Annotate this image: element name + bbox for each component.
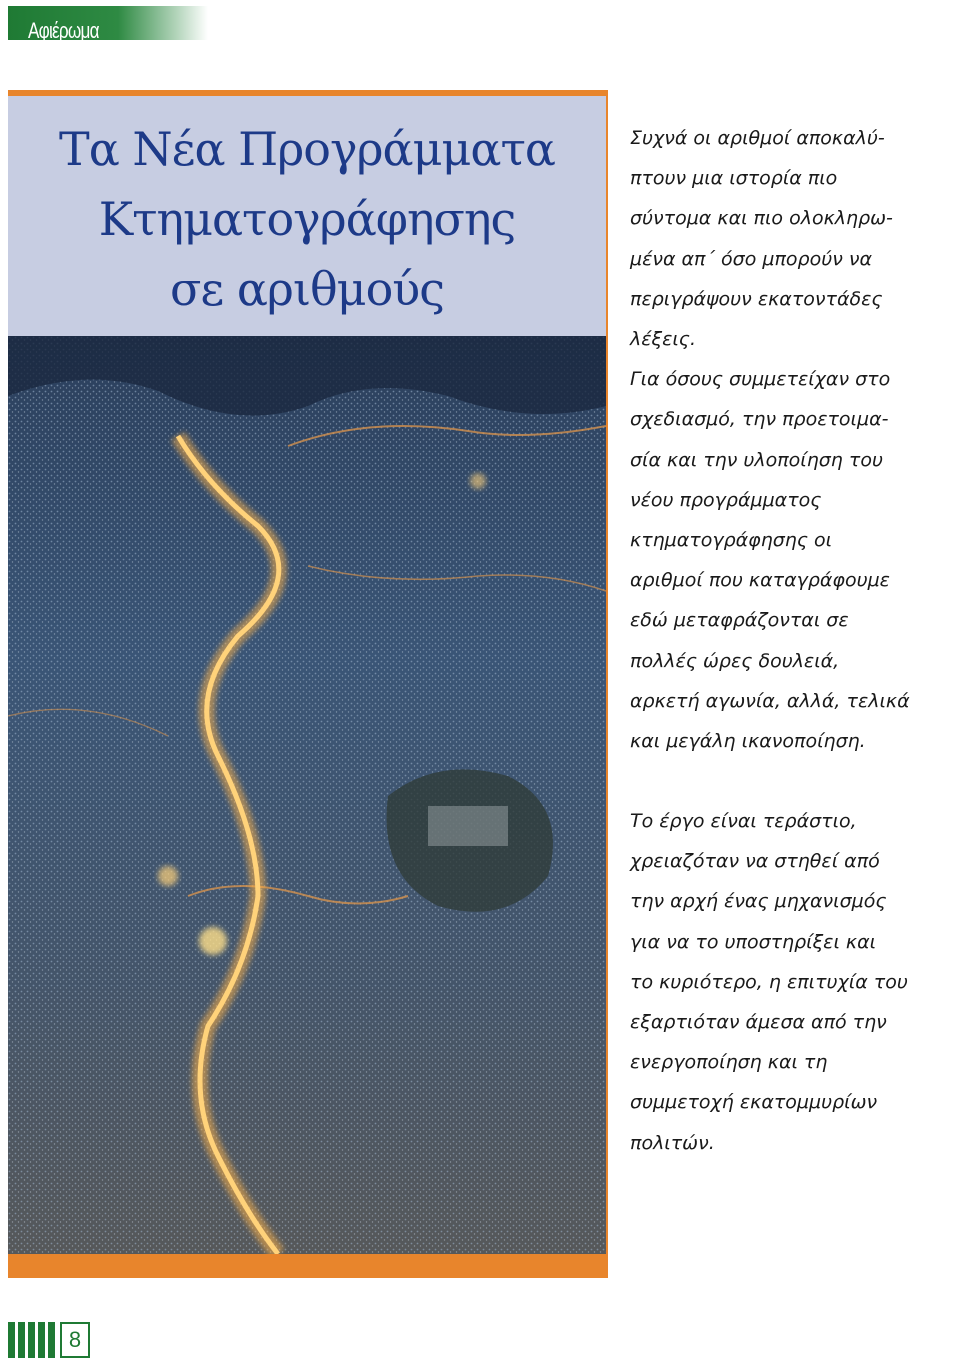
text-line: περιγράψουν εκατοντάδες	[630, 287, 883, 310]
footer-bar	[48, 1322, 55, 1358]
page-number: 8	[60, 1322, 90, 1358]
aerial-night-city-photo	[8, 336, 606, 1254]
text-line: την αρχή ένας μηχανισμός	[630, 890, 887, 913]
panel-inner	[8, 96, 606, 1254]
text-line: συμμετοχή εκατομμυρίων	[630, 1091, 878, 1114]
title-box	[8, 96, 606, 336]
text-line: πολλές ώρες δουλειά,	[630, 649, 840, 672]
text-line: εξαρτιόταν άμεσα από την	[630, 1011, 887, 1034]
text-line: ενεργοποίηση και τη	[630, 1051, 828, 1074]
text-line: πτουν μια ιστορία πιο	[630, 167, 838, 190]
text-line: σχεδιασμό, την προετοιμα-	[630, 408, 889, 431]
page-footer	[8, 1322, 90, 1358]
text-line: πολιτών.	[630, 1131, 715, 1154]
text-line: το κυριότερο, η επιτυχία του	[630, 970, 908, 993]
footer-bar	[28, 1322, 35, 1358]
text-line: Για όσους συμμετείχαν στο	[630, 368, 891, 391]
title-line-1: Τα Νέα Προγράμματα	[59, 122, 555, 176]
text-line: και μεγάλη ικανοποίηση.	[630, 730, 866, 753]
body-paragraph	[630, 801, 930, 1163]
text-line: αριθμοί που καταγράφουμε	[630, 569, 890, 592]
text-line: κτηματογράφησης οι	[630, 529, 833, 552]
text-line: νέου προγράμματος	[630, 488, 822, 511]
text-line: αρκετή αγωνία, αλλά, τελικά	[630, 689, 910, 712]
text-line: Συχνά οι αριθμοί αποκαλύ-	[630, 127, 885, 149]
footer-bar	[8, 1322, 15, 1358]
feature-panel	[8, 90, 608, 1278]
text-line: Το έργο είναι τεράστιο,	[630, 810, 857, 832]
footer-bar	[18, 1322, 25, 1358]
text-line: εδώ μεταφράζονται σε	[630, 609, 849, 632]
title-line-2: Κτηματογράφησης	[98, 192, 516, 246]
text-line: σύντομα και πιο ολοκληρω-	[630, 207, 893, 230]
text-line: για να το υποστηρίξει και	[630, 930, 877, 953]
intro-paragraph	[630, 118, 930, 761]
text-line: λέξεις.	[630, 328, 696, 351]
text-line: σία και την υλοποίηση του	[630, 448, 883, 471]
section-tab	[8, 6, 208, 43]
title-line-3: σε αριθμούς	[169, 262, 444, 316]
text-line: χρειαζόταν να στηθεί από	[630, 850, 880, 873]
section-label: Αφιέρωμα	[28, 18, 99, 43]
footer-bar	[38, 1322, 45, 1358]
text-line: μένα απ΄ όσο μπορούν να	[630, 247, 872, 270]
